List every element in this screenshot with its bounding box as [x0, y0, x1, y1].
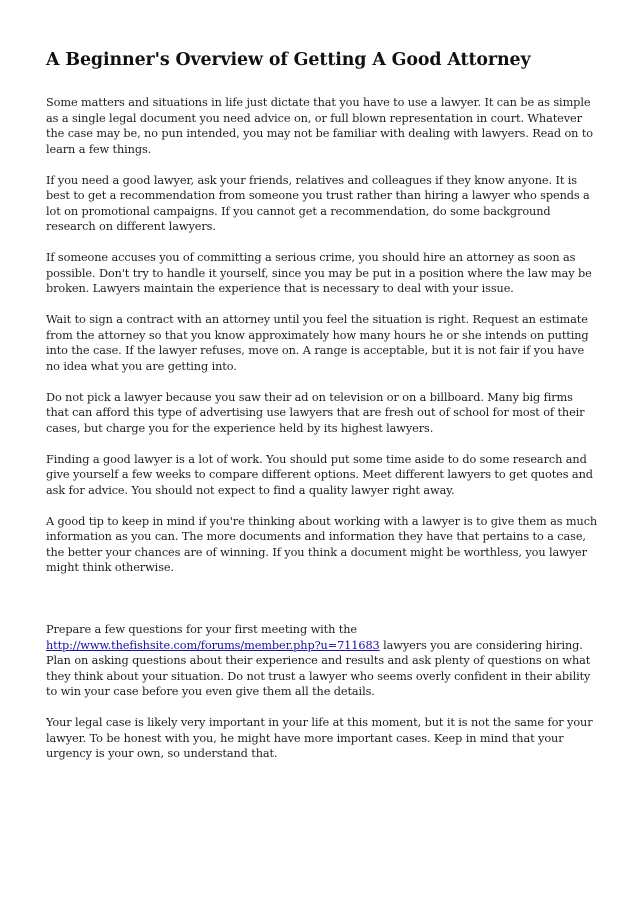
final-paragraph: Your legal case is likely very important in your life at this moment, but it is not the same for your lawyer. To be honest with you, he might have more important cases. Keep in mind that your urgency is your own, so understand that.	[46, 716, 593, 760]
paragraph: Some matters and situations in life just dictate that you have to use a lawyer. It can be as simple as a single legal document you need advice on, or full blown representation in court. Whatever the case may be, no pun intended, you may not be familiar with dealing with lawyers. Read on to learn a few things.	[46, 96, 593, 156]
paragraph: If you need a good lawyer, ask your friends, relatives and colleagues if they know anyone. It is best to get a recommendation from someone you trust rather than hiring a lawyer who spends a lot on promotional campaigns. If you cannot get a recommendation, do some background research on different lawyers.	[46, 173, 590, 233]
paragraph: A good tip to keep in mind if you're thinking about working with a lawyer is to give them as much information as you can. The more documents and information they have that pertains to a case, the better your chances are of winning. If you think a document might be worthless, you lawyer might think otherwise.	[46, 514, 598, 574]
blank-spacer	[46, 591, 598, 622]
link-paragraph-after: lawyers you are considering hiring. Plan on asking questions about their experience and results and ask plenty of questions on what they think about your situation. Do not trust a lawyer who seems overly confident in their ability to win your case before you even give them all the details.	[46, 638, 591, 698]
paragraph: Do not pick a lawyer because you saw their ad on television or on a billboard. Many big firms that can afford this type of advertising use lawyers that are fresh out of school for most of their cases, but charge you for the experience held by its highest lawyers.	[46, 390, 585, 435]
member-profile-link[interactable]: http://www.thefishsite.com/forums/member.php?u=711683	[46, 638, 380, 652]
paragraph: If someone accuses you of committing a serious crime, you should hire an attorney as soon as possible. Don't try to handle it yourself, since you may be put in a position where the law may be broken. Lawyers maintain the experience that is necessary to deal with your issue.	[46, 251, 592, 295]
document-page	[46, 48, 598, 777]
link-paragraph-before: Prepare a few questions for your first meeting with the	[46, 623, 357, 636]
paragraph: Finding a good lawyer is a lot of work. You should put some time aside to do some research and give yourself a few weeks to compare different options. Meet different lawyers to get quotes and ask for advice. You should not expect to find a quality lawyer right away.	[46, 452, 593, 497]
document-title: A Beginner's Overview of Getting A Good Attorney	[46, 50, 531, 70]
link-paragraph	[46, 622, 598, 700]
paragraph: Wait to sign a contract with an attorney until you feel the situation is right. Request an estimate from the attorney so that you know approximately how many hours he or she intends on putting into the case. If the lawyer refuses, move on. A range is acceptable, but it is not fair if you have no idea what you are getting into.	[46, 313, 589, 373]
